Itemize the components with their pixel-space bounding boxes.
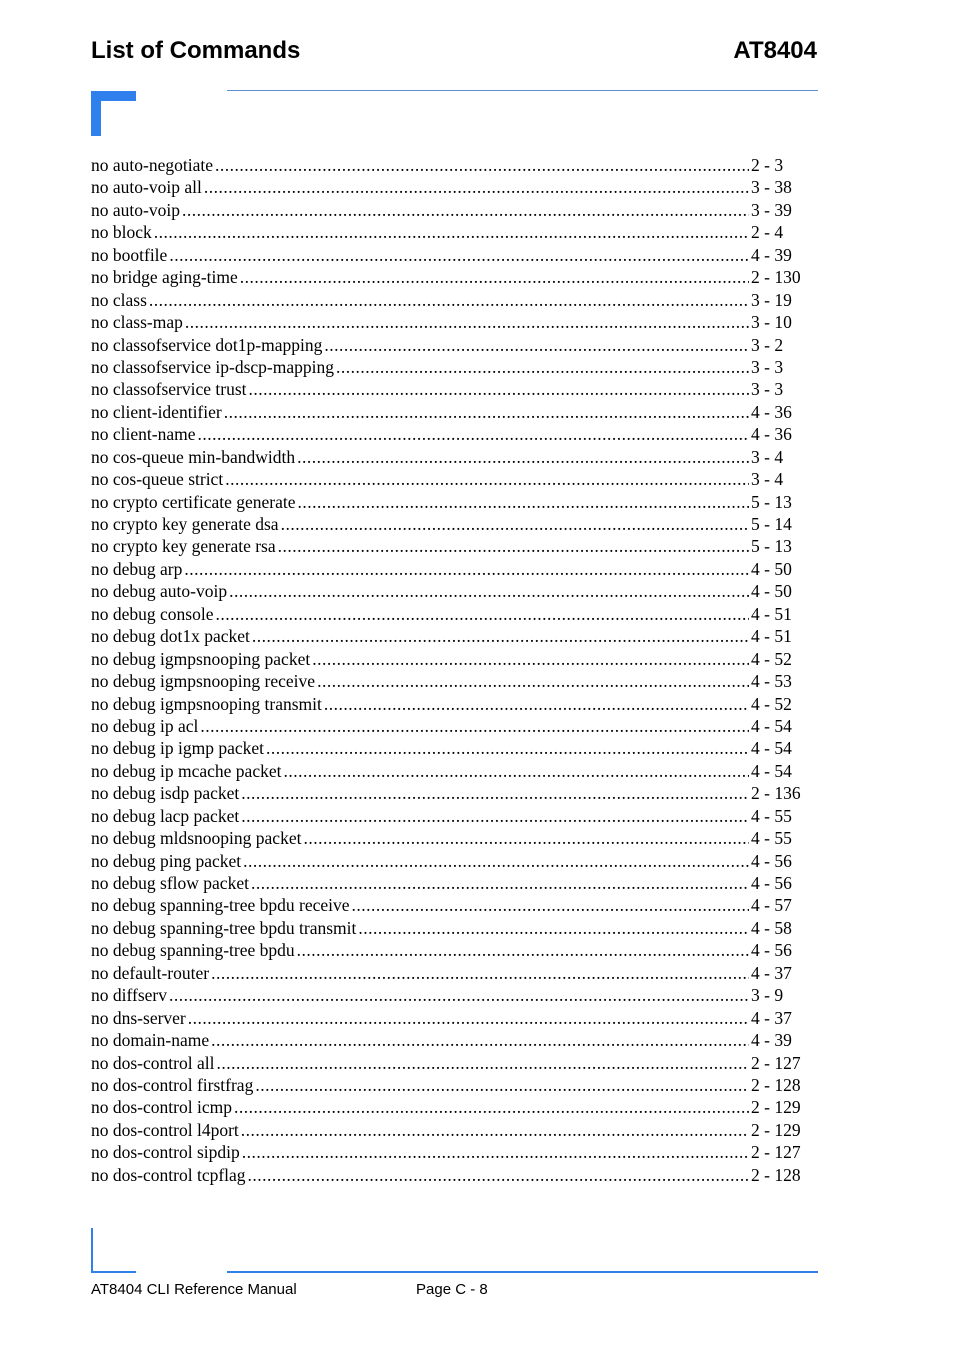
command-name: no debug console — [91, 603, 214, 624]
command-name: no auto-negotiate — [91, 155, 213, 175]
index-entry — [91, 1052, 813, 1074]
dot-leader — [197, 423, 749, 445]
command-name: no dos-control all — [91, 1052, 215, 1073]
page-reference: 4 - 37 — [751, 962, 792, 983]
page-reference: 4 - 56 — [751, 850, 792, 871]
index-entry — [91, 468, 813, 490]
command-name: no crypto key generate dsa — [91, 514, 279, 534]
command-name: no debug igmpsnooping transmit — [91, 693, 322, 714]
dot-leader — [312, 648, 749, 670]
command-name: no default-router — [91, 962, 210, 983]
index-entry — [91, 266, 813, 288]
corner-mark-vertical — [91, 91, 101, 136]
index-entry — [91, 221, 813, 243]
page-reference: 4 - 54 — [751, 715, 792, 736]
dot-leader — [281, 513, 749, 535]
index-entry — [91, 1164, 813, 1186]
dot-leader — [169, 244, 749, 266]
index-entry — [91, 311, 813, 333]
command-name: no debug isdp packet — [91, 783, 240, 804]
command-name: no debug auto-voip — [91, 581, 228, 602]
dot-leader — [215, 603, 749, 625]
dot-leader — [241, 805, 749, 827]
command-name: no debug mldsnooping packet — [91, 828, 302, 849]
dot-leader — [242, 1141, 749, 1163]
index-entry — [91, 805, 813, 827]
index-entry — [91, 962, 813, 984]
index-entry — [91, 401, 813, 423]
dot-leader — [324, 334, 749, 356]
command-index-list — [91, 154, 813, 1186]
index-entry — [91, 850, 813, 872]
command-name: no dos-control tcpflag — [91, 1164, 246, 1185]
index-entry — [91, 1119, 813, 1141]
page-reference: 4 - 57 — [751, 895, 792, 916]
page-reference: 4 - 52 — [751, 648, 792, 669]
index-entry — [91, 603, 813, 625]
index-entry — [91, 199, 813, 221]
dot-leader — [283, 760, 749, 782]
command-name: no debug spanning-tree bpdu transmit — [91, 917, 357, 938]
index-entry — [91, 244, 813, 266]
index-entry — [91, 446, 813, 468]
page-reference: 4 - 36 — [751, 424, 792, 445]
command-name: no debug igmpsnooping receive — [91, 671, 316, 692]
command-name: no auto-voip — [91, 199, 180, 220]
command-name: no crypto certificate generate — [91, 491, 296, 512]
command-name: no dos-control icmp — [91, 1097, 232, 1118]
index-entry — [91, 1074, 813, 1096]
dot-leader — [297, 939, 749, 961]
page-reference: 3 - 3 — [751, 356, 784, 377]
dot-leader — [249, 378, 749, 400]
page-reference: 2 - 127 — [751, 1142, 801, 1163]
command-name: no dos-control l4port — [91, 1119, 239, 1140]
command-name: no cos-queue min-bandwidth — [91, 446, 296, 467]
page-reference: 4 - 37 — [751, 1007, 792, 1028]
page-reference: 3 - 4 — [751, 446, 784, 467]
footer-rule — [227, 1271, 818, 1273]
page-reference: 4 - 54 — [751, 760, 792, 781]
index-entry — [91, 334, 813, 356]
dot-leader — [240, 266, 749, 288]
dot-leader — [352, 894, 749, 916]
command-name: no domain-name — [91, 1030, 210, 1051]
page-title: List of Commands — [91, 37, 301, 64]
page-reference: 3 - 4 — [751, 469, 784, 490]
dot-leader — [200, 715, 749, 737]
dot-leader — [188, 1007, 749, 1029]
page-reference: 2 - 129 — [751, 1097, 801, 1118]
index-entry — [91, 580, 813, 602]
command-name: no class — [91, 289, 147, 310]
dot-leader — [278, 535, 749, 557]
dot-leader — [182, 199, 749, 221]
page-reference: 4 - 51 — [751, 626, 792, 647]
dot-leader — [169, 984, 749, 1006]
index-entry — [91, 289, 813, 311]
dot-leader — [248, 1164, 749, 1186]
page-reference: 4 - 52 — [751, 693, 792, 714]
page-reference: 3 - 3 — [751, 379, 784, 400]
dot-leader — [297, 446, 749, 468]
dot-leader — [303, 827, 749, 849]
dot-leader — [358, 917, 749, 939]
page-reference: 2 - 129 — [751, 1119, 801, 1140]
dot-leader — [324, 693, 749, 715]
index-entry — [91, 558, 813, 580]
page-reference: 2 - 3 — [751, 155, 784, 175]
model-name: AT8404 — [733, 37, 817, 64]
index-entry — [91, 984, 813, 1006]
dot-leader — [255, 1074, 749, 1096]
dot-leader — [229, 580, 749, 602]
index-entry — [91, 625, 813, 647]
page-reference: 2 - 130 — [751, 267, 801, 288]
page-reference: 3 - 10 — [751, 312, 792, 333]
dot-leader — [266, 737, 749, 759]
command-name: no debug ip igmp packet — [91, 738, 265, 759]
index-entry — [91, 1096, 813, 1118]
dot-leader — [215, 154, 749, 176]
dot-leader — [185, 311, 749, 333]
command-name: no debug spanning-tree bpdu — [91, 940, 295, 961]
dot-leader — [154, 221, 749, 243]
page-reference: 4 - 51 — [751, 603, 792, 624]
index-entry — [91, 648, 813, 670]
command-name: no classofservice dot1p-mapping — [91, 334, 323, 355]
command-name: no client-identifier — [91, 401, 222, 422]
page-reference: 2 - 127 — [751, 1052, 801, 1073]
dot-leader — [216, 1052, 749, 1074]
command-name: no debug ip acl — [91, 715, 199, 736]
command-name: no dns-server — [91, 1007, 186, 1028]
dot-leader — [251, 872, 749, 894]
command-name: no classofservice ip-dscp-mapping — [91, 356, 334, 377]
command-name: no block — [91, 222, 152, 243]
page-reference: 4 - 54 — [751, 738, 792, 759]
footer-manual-title: AT8404 CLI Reference Manual — [91, 1281, 297, 1298]
dot-leader — [243, 850, 749, 872]
page-reference: 3 - 39 — [751, 199, 792, 220]
command-name: no debug ip mcache packet — [91, 760, 282, 781]
footer-page-number: Page C - 8 — [416, 1281, 488, 1298]
index-entry — [91, 939, 813, 961]
index-entry — [91, 1007, 813, 1029]
index-entry — [91, 535, 813, 557]
page-reference: 2 - 128 — [751, 1164, 801, 1185]
index-entry — [91, 423, 813, 445]
index-entry — [91, 827, 813, 849]
index-entry — [91, 154, 813, 176]
command-name: no crypto key generate rsa — [91, 536, 276, 557]
page-reference: 5 - 13 — [751, 536, 792, 557]
page-reference: 3 - 19 — [751, 289, 792, 310]
command-name: no bootfile — [91, 244, 168, 265]
page-reference: 4 - 39 — [751, 244, 792, 265]
page-reference: 4 - 58 — [751, 917, 792, 938]
dot-leader — [149, 289, 749, 311]
index-entry — [91, 693, 813, 715]
footer-corner-horizontal — [91, 1271, 136, 1273]
command-name: no auto-voip all — [91, 177, 202, 198]
index-entry — [91, 491, 813, 513]
index-entry — [91, 917, 813, 939]
dot-leader — [241, 1119, 749, 1141]
command-name: no debug arp — [91, 558, 183, 579]
index-entry — [91, 1141, 813, 1163]
page-reference: 2 - 136 — [751, 783, 801, 804]
index-entry — [91, 670, 813, 692]
index-entry — [91, 715, 813, 737]
dot-leader — [211, 1029, 749, 1051]
page-reference: 5 - 13 — [751, 491, 792, 512]
footer-corner-vertical — [91, 1228, 93, 1273]
dot-leader — [184, 558, 749, 580]
dot-leader — [204, 176, 749, 198]
dot-leader — [234, 1096, 749, 1118]
index-entry — [91, 176, 813, 198]
index-entry — [91, 356, 813, 378]
command-name: no debug sflow packet — [91, 873, 249, 893]
page-reference: 5 - 14 — [751, 514, 792, 534]
command-name: no class-map — [91, 312, 183, 333]
dot-leader — [252, 625, 749, 647]
command-name: no debug ping packet — [91, 850, 242, 871]
index-entry — [91, 737, 813, 759]
command-name: no debug igmpsnooping packet — [91, 648, 311, 669]
command-name: no cos-queue strict — [91, 469, 224, 490]
dot-leader — [241, 782, 749, 804]
header-rule — [227, 90, 818, 91]
command-name: no bridge aging-time — [91, 267, 238, 288]
dot-leader — [298, 491, 749, 513]
dot-leader — [211, 962, 749, 984]
command-name: no diffserv — [91, 985, 167, 1006]
page-reference: 2 - 128 — [751, 1074, 801, 1095]
page-reference: 4 - 55 — [751, 805, 792, 826]
index-entry — [91, 872, 813, 894]
dot-leader — [225, 468, 749, 490]
index-entry — [91, 378, 813, 400]
command-name: no debug spanning-tree bpdu receive — [91, 895, 350, 916]
page-reference: 3 - 38 — [751, 177, 792, 198]
command-name: no dos-control firstfrag — [91, 1074, 254, 1095]
dot-leader — [224, 401, 749, 423]
index-entry — [91, 760, 813, 782]
index-entry — [91, 894, 813, 916]
page-reference: 2 - 4 — [751, 222, 784, 243]
page-reference: 3 - 2 — [751, 334, 784, 355]
page-reference: 4 - 55 — [751, 828, 792, 849]
command-name: no dos-control sipdip — [91, 1142, 240, 1163]
dot-leader — [317, 670, 749, 692]
page-reference: 4 - 39 — [751, 1030, 792, 1051]
command-name: no debug dot1x packet — [91, 626, 250, 647]
command-name: no debug lacp packet — [91, 805, 240, 826]
page-reference: 3 - 9 — [751, 985, 784, 1006]
command-name: no classofservice trust — [91, 379, 247, 400]
command-name: no client-name — [91, 424, 196, 445]
index-entry — [91, 782, 813, 804]
index-entry — [91, 1029, 813, 1051]
page-reference: 4 - 53 — [751, 671, 792, 692]
page-reference: 4 - 36 — [751, 401, 792, 422]
page-reference: 4 - 56 — [751, 873, 792, 893]
page-reference: 4 - 50 — [751, 558, 792, 579]
dot-leader — [336, 356, 749, 378]
page-reference: 4 - 56 — [751, 940, 792, 961]
index-entry — [91, 513, 813, 535]
page-reference: 4 - 50 — [751, 581, 792, 602]
